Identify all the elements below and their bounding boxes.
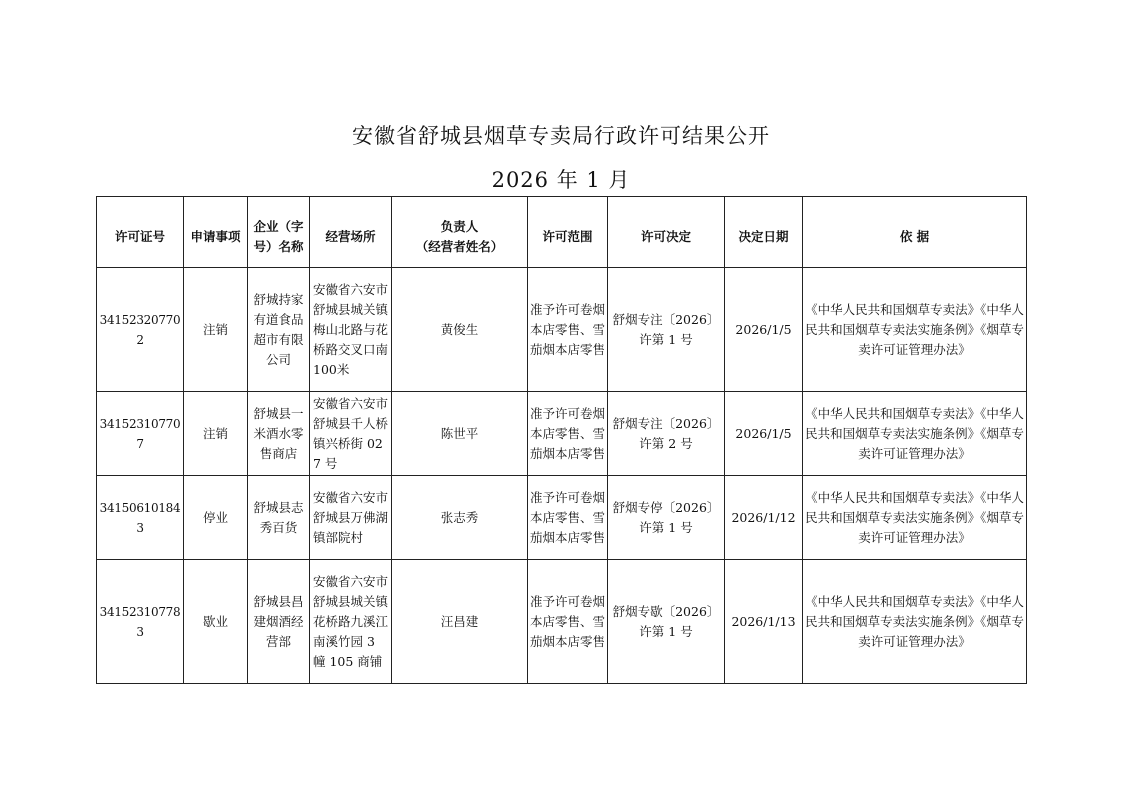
- header-decision: 许可决定: [608, 197, 725, 268]
- cell-decision: 舒烟专停〔2026〕许第 1 号: [608, 476, 725, 560]
- header-name: 企业（字号）名称: [248, 197, 310, 268]
- cell-decision: 舒烟专注〔2026〕许第 2 号: [608, 392, 725, 476]
- cell-name: 舒城持家有道食品超市有限公司: [248, 268, 310, 392]
- cell-scope: 准予许可卷烟本店零售、雪茄烟本店零售: [528, 268, 608, 392]
- header-person-line-2: （经营者姓名）: [415, 239, 504, 254]
- cell-basis: 《中华人民共和国烟草专卖法》《中华人民共和国烟草专卖法实施条例》《烟草专卖许可证管理办法》: [803, 392, 1027, 476]
- table-row: [97, 560, 1027, 684]
- permit-results-table: [96, 196, 1027, 684]
- header-person-line-1: 负责人: [440, 219, 479, 234]
- cell-address: 安徽省六安市舒城县千人桥镇兴桥街 027 号: [310, 392, 392, 476]
- table-header-row: [97, 197, 1027, 268]
- document-title: 安徽省舒城县烟草专卖局行政许可结果公开: [352, 124, 770, 148]
- header-matter: 申请事项: [184, 197, 248, 268]
- cell-person: 张志秀: [392, 476, 528, 560]
- cell-address: 安徽省六安市舒城县万佛湖镇部院村: [310, 476, 392, 560]
- cell-permit-no: 341523107707: [97, 392, 184, 476]
- cell-decision: 舒烟专歇〔2026〕许第 1 号: [608, 560, 725, 684]
- cell-person: 汪昌建: [392, 560, 528, 684]
- cell-scope: 准予许可卷烟本店零售、雪茄烟本店零售: [528, 392, 608, 476]
- cell-person: 黄俊生: [392, 268, 528, 392]
- cell-date: 2026/1/12: [725, 476, 803, 560]
- cell-date: 2026/1/5: [725, 392, 803, 476]
- document-subtitle: 2026 年 1 月: [491, 168, 631, 192]
- cell-scope: 准予许可卷烟本店零售、雪茄烟本店零售: [528, 476, 608, 560]
- cell-permit-no: 341506101843: [97, 476, 184, 560]
- table-row: [97, 476, 1027, 560]
- table-row: [97, 392, 1027, 476]
- header-person: [392, 197, 528, 268]
- header-scope: 许可范围: [528, 197, 608, 268]
- header-date: 决定日期: [725, 197, 803, 268]
- cell-date: 2026/1/5: [725, 268, 803, 392]
- cell-name: 舒城县志秀百货: [248, 476, 310, 560]
- cell-permit-no: 341523207702: [97, 268, 184, 392]
- cell-decision: 舒烟专注〔2026〕许第 1 号: [608, 268, 725, 392]
- cell-name: 舒城县昌建烟酒经营部: [248, 560, 310, 684]
- header-basis: 依 据: [803, 197, 1027, 268]
- cell-basis: 《中华人民共和国烟草专卖法》《中华人民共和国烟草专卖法实施条例》《烟草专卖许可证管理办法》: [803, 268, 1027, 392]
- cell-address: 安徽省六安市舒城县城关镇花桥路九溪江南溪竹园 3 幢 105 商铺: [310, 560, 392, 684]
- cell-matter: 歇业: [184, 560, 248, 684]
- header-address: 经营场所: [310, 197, 392, 268]
- cell-address: 安徽省六安市舒城县城关镇梅山北路与花桥路交叉口南100米: [310, 268, 392, 392]
- cell-permit-no: 341523107783: [97, 560, 184, 684]
- cell-scope: 准予许可卷烟本店零售、雪茄烟本店零售: [528, 560, 608, 684]
- cell-basis: 《中华人民共和国烟草专卖法》《中华人民共和国烟草专卖法实施条例》《烟草专卖许可证管理办法》: [803, 560, 1027, 684]
- header-permit-no: 许可证号: [97, 197, 184, 268]
- cell-date: 2026/1/13: [725, 560, 803, 684]
- cell-matter: 停业: [184, 476, 248, 560]
- table-row: [97, 268, 1027, 392]
- cell-person: 陈世平: [392, 392, 528, 476]
- cell-name: 舒城县一米酒水零售商店: [248, 392, 310, 476]
- cell-matter: 注销: [184, 268, 248, 392]
- cell-basis: 《中华人民共和国烟草专卖法》《中华人民共和国烟草专卖法实施条例》《烟草专卖许可证管理办法》: [803, 476, 1027, 560]
- cell-matter: 注销: [184, 392, 248, 476]
